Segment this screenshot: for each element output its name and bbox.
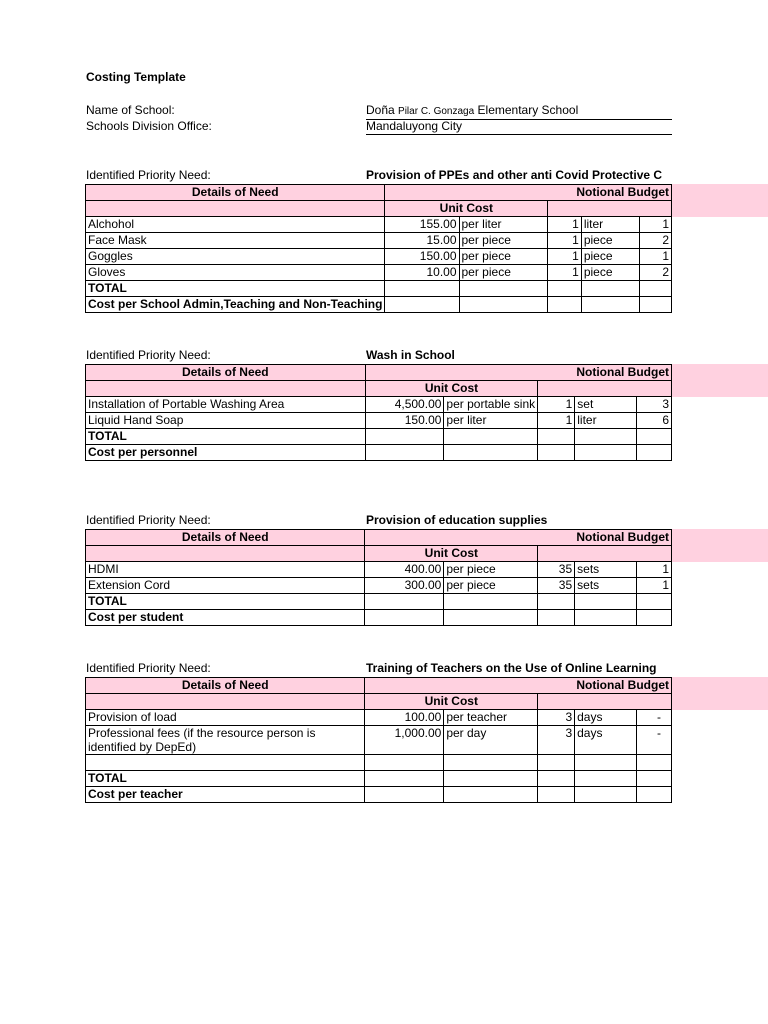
unit-cost-header: Unit Cost bbox=[385, 201, 548, 217]
table-row bbox=[86, 249, 672, 265]
unit-cost-header: Unit Cost bbox=[365, 694, 538, 710]
total-row bbox=[86, 429, 672, 445]
item-name: Professional fees (if the resource person is identified by DepEd) bbox=[86, 726, 365, 755]
notional-budget-header: Notional Budget bbox=[385, 185, 672, 201]
cost-unit: per teacher bbox=[444, 710, 538, 726]
quantity-unit: liter bbox=[575, 413, 637, 429]
total-label: TOTAL bbox=[86, 281, 385, 297]
cost-unit: per piece bbox=[459, 233, 548, 249]
quantity-unit: sets bbox=[575, 562, 637, 578]
quantity-unit: piece bbox=[581, 265, 639, 281]
header-fill-extension bbox=[671, 677, 768, 710]
extra-value: 1 bbox=[640, 249, 672, 265]
unit-cost: 150.00 bbox=[385, 249, 459, 265]
unit-cost: 1,000.00 bbox=[365, 726, 444, 755]
unit-cost: 10.00 bbox=[385, 265, 459, 281]
total-label: TOTAL bbox=[86, 771, 365, 787]
need-label: Identified Priority Need: bbox=[86, 513, 211, 527]
quantity-unit: piece bbox=[581, 249, 639, 265]
header-fill-extension bbox=[671, 184, 768, 217]
need-title: Provision of PPEs and other anti Covid Protective C bbox=[366, 168, 663, 182]
item-name: Installation of Portable Washing Area bbox=[86, 397, 366, 413]
item-name: Extension Cord bbox=[86, 578, 365, 594]
quantity: 3 bbox=[538, 710, 575, 726]
unit-cost: 300.00 bbox=[365, 578, 444, 594]
cost-per-label: Cost per personnel bbox=[86, 445, 366, 461]
quantity-unit: liter bbox=[581, 217, 639, 233]
unit-cost: 150.00 bbox=[365, 413, 444, 429]
table-row bbox=[86, 578, 672, 594]
header-blank-cell bbox=[538, 546, 672, 562]
cost-per-label: Cost per School Admin,Teaching and Non-Teaching bbox=[86, 297, 385, 313]
item-name: Provision of load bbox=[86, 710, 365, 726]
quantity: 35 bbox=[538, 562, 575, 578]
quantity: 1 bbox=[548, 249, 582, 265]
notional-budget-header: Notional Budget bbox=[365, 365, 671, 381]
cost-unit: per piece bbox=[459, 249, 548, 265]
notional-budget-header: Notional Budget bbox=[365, 530, 672, 546]
header-fill-extension bbox=[671, 364, 768, 397]
unit-cost-header: Unit Cost bbox=[365, 546, 538, 562]
quantity-unit: days bbox=[575, 710, 637, 726]
quantity: 3 bbox=[538, 726, 575, 755]
need-title: Provision of education supplies bbox=[366, 513, 548, 527]
table-row bbox=[86, 397, 672, 413]
details-header: Details of Need bbox=[86, 365, 366, 381]
header-blank-cell bbox=[86, 546, 365, 562]
extra-value: 1 bbox=[637, 562, 672, 578]
quantity-unit: piece bbox=[581, 233, 639, 249]
total-label: TOTAL bbox=[86, 429, 366, 445]
header-blank-cell bbox=[86, 381, 366, 397]
details-header: Details of Need bbox=[86, 530, 365, 546]
header-blank-cell bbox=[86, 694, 365, 710]
costing-table bbox=[85, 677, 672, 803]
total-row bbox=[86, 281, 672, 297]
extra-value: 2 bbox=[640, 265, 672, 281]
quantity: 1 bbox=[548, 217, 582, 233]
header-blank-cell bbox=[86, 201, 385, 217]
details-header: Details of Need bbox=[86, 185, 385, 201]
extra-value: 6 bbox=[637, 413, 672, 429]
need-title: Wash in School bbox=[366, 348, 455, 362]
total-label: TOTAL bbox=[86, 594, 365, 610]
school-name-middle: Pilar C. Gonzaga bbox=[398, 106, 475, 117]
cost-unit: per piece bbox=[444, 578, 538, 594]
cost-per-row bbox=[86, 787, 672, 803]
costing-table bbox=[85, 529, 672, 626]
unit-cost: 400.00 bbox=[365, 562, 444, 578]
school-name-label: Name of School: bbox=[86, 103, 175, 117]
cost-per-label: Cost per student bbox=[86, 610, 365, 626]
quantity: 1 bbox=[538, 397, 575, 413]
costing-table bbox=[85, 184, 672, 313]
need-label: Identified Priority Need: bbox=[86, 661, 211, 675]
quantity-unit: set bbox=[575, 397, 637, 413]
quantity: 1 bbox=[538, 413, 575, 429]
blank-row bbox=[86, 755, 672, 771]
item-name: Goggles bbox=[86, 249, 385, 265]
school-name-prefix: Doña bbox=[366, 103, 395, 117]
unit-cost-header: Unit Cost bbox=[365, 381, 538, 397]
table-row bbox=[86, 710, 672, 726]
need-label: Identified Priority Need: bbox=[86, 168, 211, 182]
header-blank-cell bbox=[538, 381, 672, 397]
quantity: 1 bbox=[548, 265, 582, 281]
quantity-unit: days bbox=[575, 726, 637, 755]
table-row bbox=[86, 413, 672, 429]
cost-per-row bbox=[86, 297, 672, 313]
cost-unit: per portable sink bbox=[444, 397, 538, 413]
unit-cost: 4,500.00 bbox=[365, 397, 444, 413]
division-value: Mandaluyong City bbox=[366, 119, 672, 135]
unit-cost: 100.00 bbox=[365, 710, 444, 726]
item-name: Face Mask bbox=[86, 233, 385, 249]
header-fill-extension bbox=[671, 529, 768, 562]
quantity-unit: sets bbox=[575, 578, 637, 594]
details-header: Details of Need bbox=[86, 678, 365, 694]
cost-unit: per piece bbox=[459, 265, 548, 281]
extra-value: 2 bbox=[640, 233, 672, 249]
header-blank-cell bbox=[538, 694, 672, 710]
notional-budget-header: Notional Budget bbox=[365, 678, 672, 694]
need-title: Training of Teachers on the Use of Online Learning bbox=[366, 661, 657, 675]
cost-per-label: Cost per teacher bbox=[86, 787, 365, 803]
total-row bbox=[86, 594, 672, 610]
item-name: Gloves bbox=[86, 265, 385, 281]
extra-value: 1 bbox=[637, 578, 672, 594]
extra-value: 1 bbox=[640, 217, 672, 233]
table-row bbox=[86, 562, 672, 578]
item-name: Alchohol bbox=[86, 217, 385, 233]
cost-per-row bbox=[86, 445, 672, 461]
item-name: Liquid Hand Soap bbox=[86, 413, 366, 429]
total-row bbox=[86, 771, 672, 787]
unit-cost: 155.00 bbox=[385, 217, 459, 233]
header-blank-cell bbox=[548, 201, 672, 217]
extra-value: - bbox=[637, 710, 672, 726]
table-row bbox=[86, 233, 672, 249]
unit-cost: 15.00 bbox=[385, 233, 459, 249]
extra-value: 3 bbox=[637, 397, 672, 413]
cost-unit: per piece bbox=[444, 562, 538, 578]
table-row bbox=[86, 726, 672, 755]
extra-value: - bbox=[637, 726, 672, 755]
item-name: HDMI bbox=[86, 562, 365, 578]
costing-table bbox=[85, 364, 672, 461]
cost-unit: per liter bbox=[444, 413, 538, 429]
table-row bbox=[86, 217, 672, 233]
cost-unit: per day bbox=[444, 726, 538, 755]
quantity: 1 bbox=[548, 233, 582, 249]
school-name-suffix: Elementary School bbox=[477, 103, 579, 117]
table-row bbox=[86, 265, 672, 281]
school-name-value bbox=[366, 103, 672, 120]
need-label: Identified Priority Need: bbox=[86, 348, 211, 362]
cost-unit: per liter bbox=[459, 217, 548, 233]
cost-per-row bbox=[86, 610, 672, 626]
quantity: 35 bbox=[538, 578, 575, 594]
division-label: Schools Division Office: bbox=[86, 119, 212, 133]
page-title: Costing Template bbox=[86, 70, 186, 84]
